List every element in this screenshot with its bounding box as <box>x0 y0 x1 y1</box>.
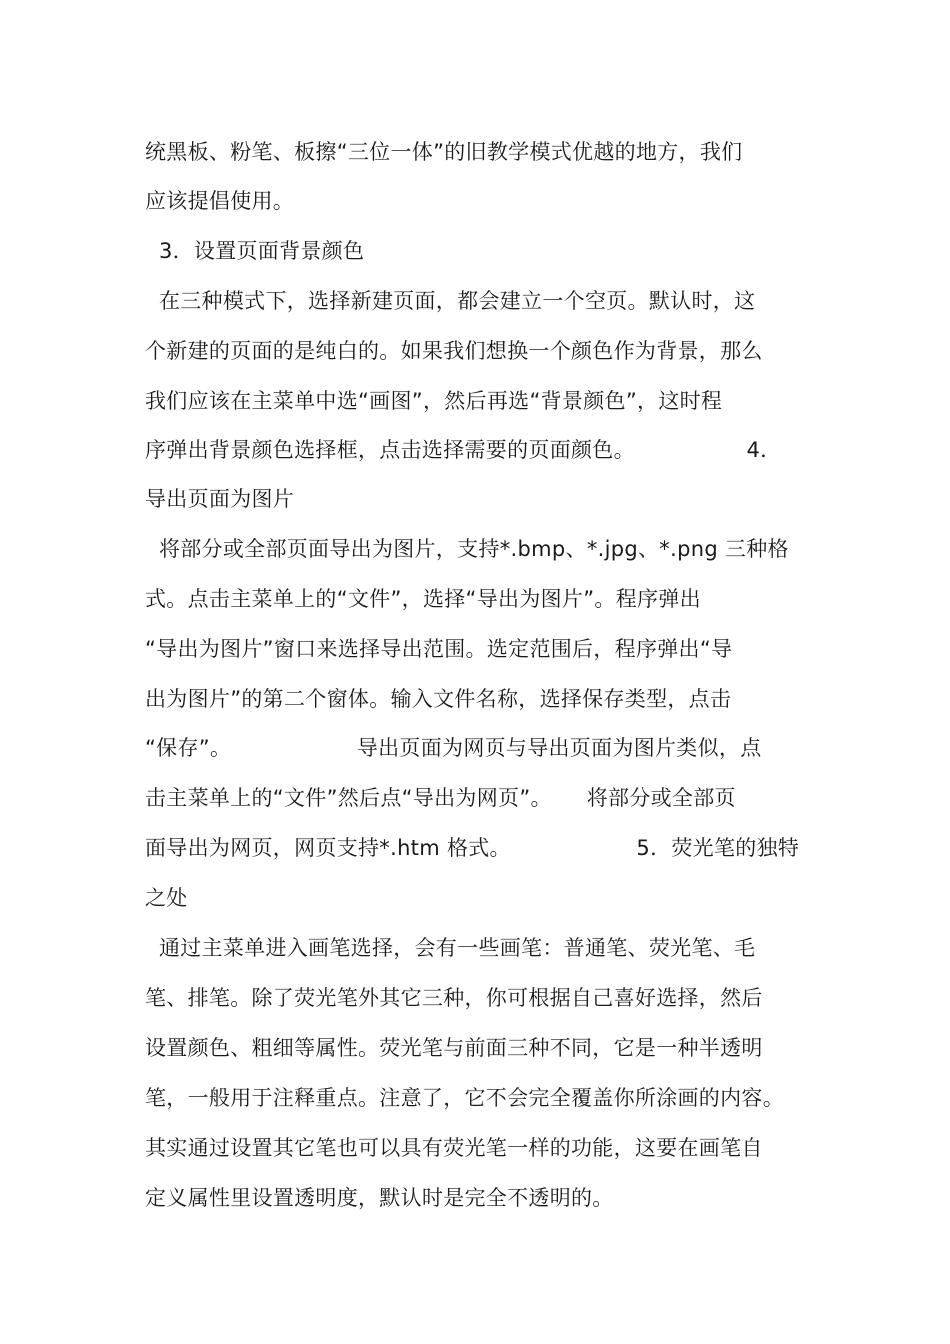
text-line: 应该提倡使用。 <box>145 189 295 213</box>
text-line: “导出为图片”窗口来选择导出范围。选定范围后，程序弹出“导 <box>145 637 733 661</box>
text-line: 出为图片”的第二个窗体。输入文件名称，选择保存类型，点击 <box>145 687 732 711</box>
text-line: 面导出为网页，网页支持*.htm 格式。 5．荧光笔的独特 <box>145 836 800 860</box>
text-line: 定义属性里设置透明度，默认时是完全不透明的。 <box>145 1186 614 1210</box>
text-line: 式。点击主菜单上的“文件”，选择“导出为图片”。程序弹出 <box>145 587 701 611</box>
text-line: 序弹出背景颜色选择框，点击选择需要的页面颜色。 4． <box>145 438 782 462</box>
text-line: 我们应该在主菜单中选“画图”，然后再选“背景颜色”，这时程 <box>145 389 723 413</box>
text-line: 在三种模式下，选择新建页面，都会建立一个空页。默认时，这 <box>145 289 756 313</box>
text-line: 笔、排笔。除了荧光笔外其它三种，你可根据自己喜好选择，然后 <box>145 986 763 1010</box>
text-line: 其实通过设置其它笔也可以具有荧光笔一样的功能，这要在画笔自 <box>145 1136 763 1160</box>
text-line: 通过主菜单进入画笔选择，会有一些画笔：普通笔、荧光笔、毛 <box>145 936 756 960</box>
text-line: 设置颜色、粗细等属性。荧光笔与前面三种不同，它是一种半透明 <box>145 1036 763 1060</box>
section-heading: 之处 <box>145 886 188 910</box>
text-line: 笔，一般用于注释重点。注意了，它不会完全覆盖你所涂画的内容。 <box>145 1086 784 1110</box>
text-line: 将部分或全部页面导出为图片，支持*.bmp、*.jpg、*.png 三种格 <box>145 537 789 561</box>
text-line: 统黑板、粉笔、板擦“三位一体”的旧教学模式优越的地方，我们 <box>145 140 743 164</box>
section-heading: 3．设置页面背景颜色 <box>145 239 365 263</box>
section-heading: 导出页面为图片 <box>145 487 295 511</box>
text-line: 个新建的页面的是纯白的。如果我们想换一个颜色作为背景，那么 <box>145 339 763 363</box>
text-line: 击主菜单上的“文件”然后点“导出为网页”。 将部分或全部页 <box>145 786 736 810</box>
text-line: “保存”。 导出页面为网页与导出页面为图片类似，点 <box>145 736 762 760</box>
